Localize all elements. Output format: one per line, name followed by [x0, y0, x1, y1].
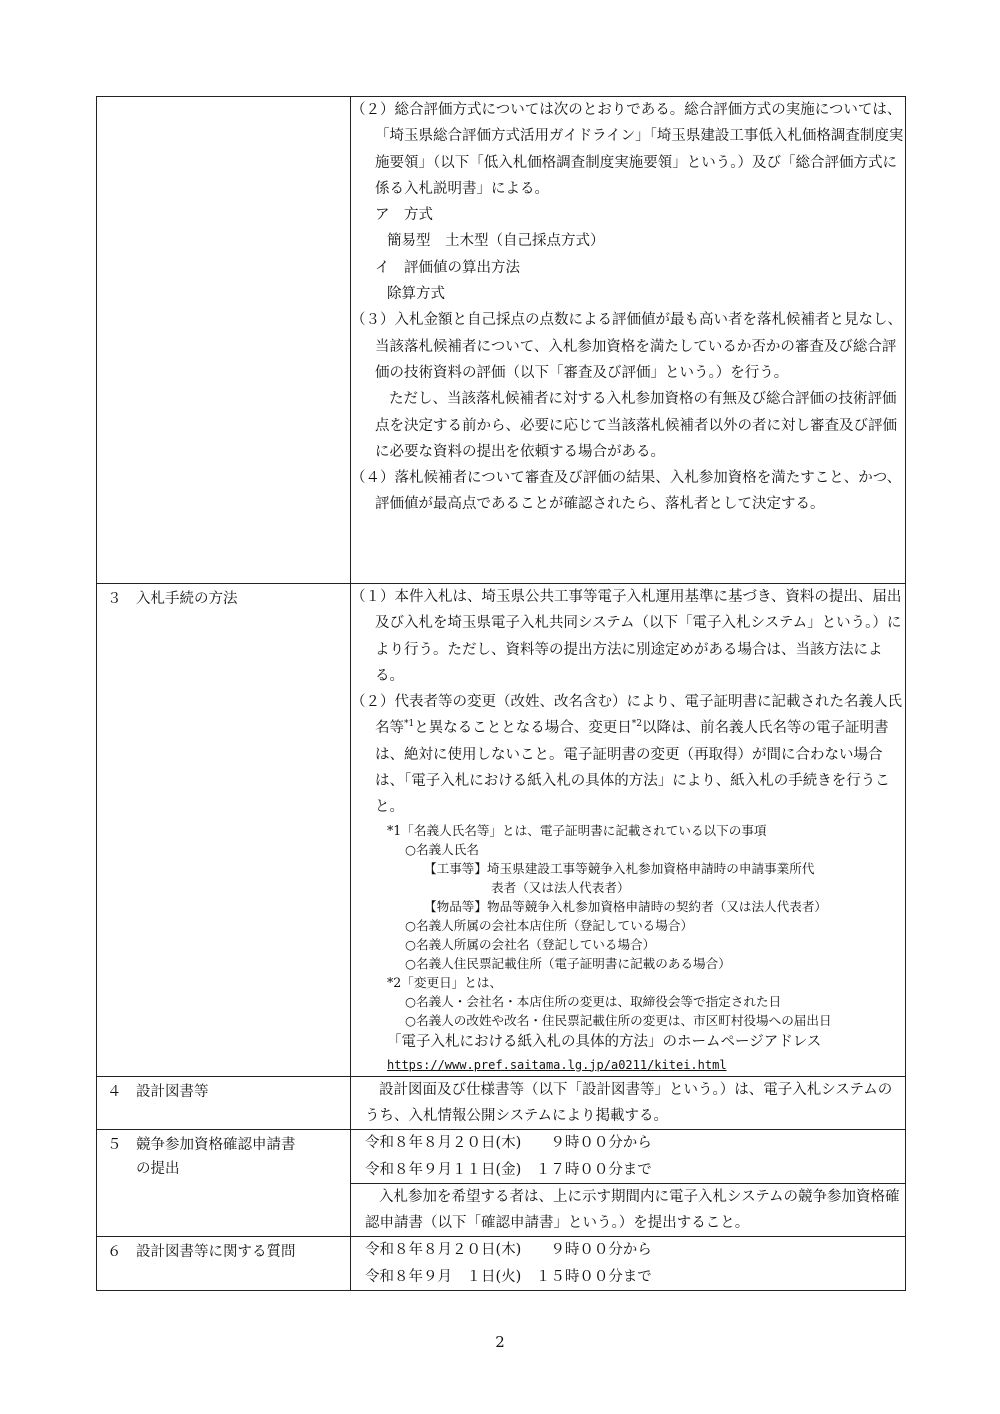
note-1-item: ○名義人所属の会社名（登記している場合）	[405, 936, 656, 952]
page-number: 2	[495, 1333, 505, 1351]
footnote-mark-2: *2	[631, 719, 642, 730]
item-2-representative-change	[351, 689, 905, 820]
note-1-subitem-cont: 表者（又は法人代表者）	[491, 879, 630, 895]
item-4-decision: （４）落札候補者について審査及び評価の結果、入札参加資格を満たすこと、かつ、評価値が最高点であることが確認されたら、落札者として決定する。	[351, 470, 902, 513]
table-row	[97, 97, 906, 584]
row-content-evaluation	[351, 97, 906, 584]
note-1-heading: *1「名義人氏名等」とは、電子証明書に記載されている以下の事項	[387, 822, 767, 838]
homepage-label: 「電子入札における紙入札の具体的方法」のホームページアドレス	[387, 1033, 822, 1050]
item-2-evaluation-method: （２）総合評価方式については次のとおりである。総合評価方式の実施については、「埼玉県総合評価方式活用ガイドライン」「埼玉県建設工事低入札価格調査制度実施要領」（以下「低入札価格調査制度実施要領」という。）及び「総合評価方式に係る入札説明書」による。	[351, 102, 904, 197]
label-application	[97, 1130, 350, 1181]
period-to: 令和８年９月１１日(金) １７時００分まで	[365, 1161, 652, 1178]
table-row	[97, 584, 906, 1077]
text-segment: （２）代表者等の変更（改姓、改名含む）により、電子証明書に記載された名義人氏名等	[351, 694, 902, 737]
footnotes	[351, 821, 905, 1030]
row-content-design-documents	[351, 1076, 906, 1130]
period-from: 令和８年８月２０日(木) ９時００分から	[365, 1242, 652, 1259]
note-1-subitem: 【物品等】物品等競争入札参加資格申請時の契約者（又は法人代表者）	[424, 898, 827, 914]
text-segment: と異なることとなる場合、変更日	[414, 720, 632, 737]
row-content-application-text	[351, 1183, 906, 1237]
note-1-item: ○名義人所属の会社本店住所（登記している場合）	[405, 917, 694, 933]
label-bidding-procedure: ３ 入札手続の方法	[107, 591, 238, 607]
note-2-heading: *2「変更日」とは、	[387, 974, 503, 990]
footnote-mark-1: *1	[404, 719, 415, 730]
item-3-review: （３）入札金額と自己採点の点数による評価値が最も高い者を落札候補者と見なし、当該落札候補者について、入札参加資格を満たしているか否かの審査及び総合評価の技術資料の評価（以下「審査及び評価」という。）を行う。	[351, 312, 902, 381]
row-label-empty	[97, 97, 351, 584]
table-row	[97, 1237, 906, 1291]
note-1-subitem: 【工事等】埼玉県建設工事等競争入札参加資格申請時の申請事業所代	[424, 860, 815, 876]
row-label	[97, 1130, 351, 1237]
note-2-item: ○名義人の改姓や改名・住民票記載住所の変更は、市区町村役場への届出日	[405, 1012, 832, 1028]
note-2-item: ○名義人・会社名・本店住所の変更は、取締役会等で指定された日	[405, 993, 782, 1009]
note-1-item: ○名義人住民票記載住所（電子証明書に記載のある場合）	[405, 955, 731, 971]
period-from: 令和８年８月２０日(木) ９時００分から	[365, 1135, 652, 1152]
item-i-heading: イ 評価値の算出方法	[375, 259, 520, 276]
row-content-procedure	[351, 584, 906, 1077]
row-label	[97, 1076, 351, 1130]
label-questions: ６ 設計図書等に関する質問	[107, 1244, 296, 1261]
row-label	[97, 584, 351, 1077]
design-documents-text: 設計図面及び仕様書等（以下「設計図書等」という。）は、電子入札システムのうち、入札情報公開システムにより掲載する。	[365, 1081, 893, 1124]
item-a-heading: ア 方式	[375, 207, 433, 224]
notice-table	[96, 96, 906, 1291]
note-1-item: ○名義人氏名	[405, 841, 479, 857]
row-label	[97, 1237, 351, 1291]
item-i-value: 除算方式	[387, 286, 445, 303]
item-1-electronic-bidding: （１）本件入札は、埼玉県公共工事等電子入札運用基準に基づき、資料の提出、届出及び入札を埼玉県電子入札共同システム（以下「電子入札システム」という。）により行う。ただし、資料等の提出方法に別途定めがある場合は、当該方法による。	[351, 589, 902, 684]
table-row	[97, 1076, 906, 1130]
label-line: の提出	[136, 1161, 180, 1178]
row-content-application-period	[351, 1130, 906, 1184]
item-a-value: 簡易型 土木型（自己採点方式）	[387, 233, 605, 250]
homepage-url[interactable]: https://www.pref.saitama.lg.jp/a0211/kitei.html	[387, 1057, 727, 1072]
label-design-documents: ４ 設計図書等	[107, 1083, 209, 1100]
period-to: 令和８年９月 １日(火) １５時００分まで	[365, 1268, 652, 1285]
table-row	[97, 1130, 906, 1184]
homepage-link[interactable]	[351, 1054, 905, 1076]
label-line: ５ 競争参加資格確認申請書	[107, 1137, 296, 1154]
application-text: 入札参加を希望する者は、上に示す期間内に電子入札システムの競争参加資格確認申請書（以下「確認申請書」という。）を提出すること。	[365, 1188, 900, 1232]
item-3-proviso: ただし、当該落札候補者に対する入札参加資格の有無及び総合評価の技術評価点を決定する前から、必要に応じて当該落札候補者以外の者に対し審査及び評価に必要な資料の提出を依頼する場合がある。	[375, 391, 897, 460]
row-content-questions-period	[351, 1237, 906, 1291]
text-segment: 以降は、前名義人氏名等の電子証明書は、絶対に使用しないこと。電子証明書の変更（再取得）が間に合わない場合は、「電子入札における紙入札の具体的方法」により、紙入札の手続きを行うこと。	[375, 720, 890, 816]
